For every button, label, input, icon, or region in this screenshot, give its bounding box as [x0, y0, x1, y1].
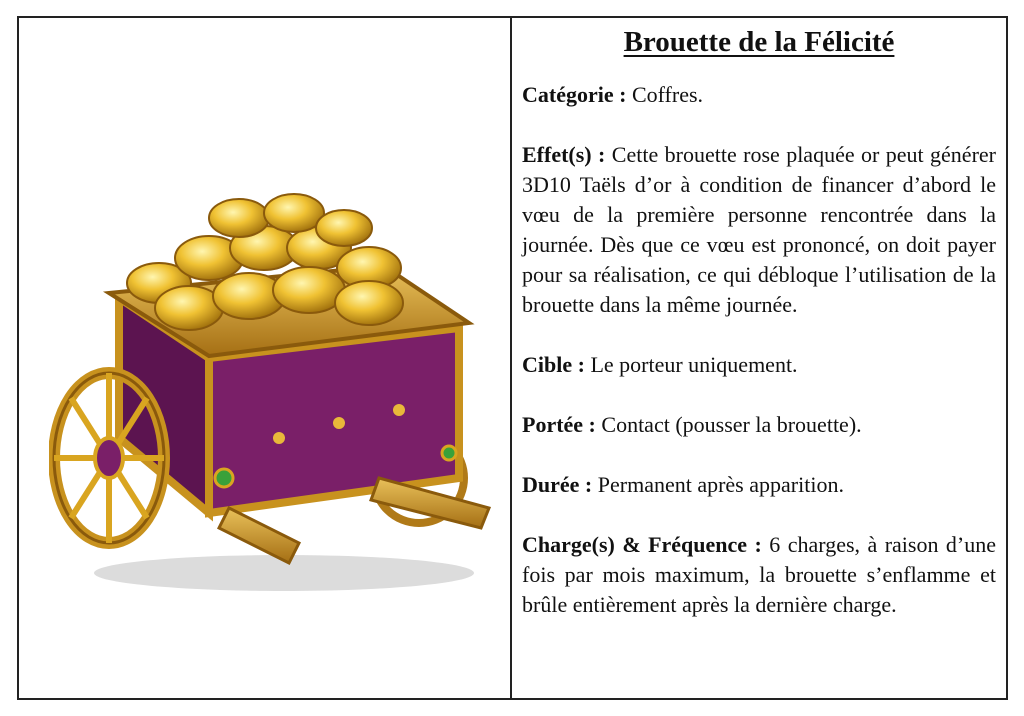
field-value: Permanent après apparition.	[592, 472, 844, 497]
field-value: Coffres.	[626, 82, 704, 107]
item-title: Brouette de la Félicité	[623, 26, 895, 58]
field-target	[522, 350, 996, 380]
field-value: Le porteur uniquement.	[584, 352, 798, 377]
field-label: Durée :	[522, 472, 593, 497]
field-label: Charge(s) & Fréquence :	[522, 532, 762, 557]
field-label: Effet(s) :	[522, 142, 606, 167]
text-cell	[512, 18, 1006, 698]
gold-cart-illustration	[49, 178, 499, 598]
field-category	[522, 80, 996, 110]
field-value: Cette brouette rose plaquée or peut générer 3D10 Taëls d’or à condition de financer d’abord le vœu de la première personne rencontrée dans la journée. Dès que ce vœu est prononcé, on doit payer pour sa réalisation, ce qui débloque l’utilisation de la brouette dans la même journée.	[522, 142, 996, 317]
field-label: Portée :	[522, 412, 596, 437]
field-duration	[522, 470, 996, 500]
field-value: 6 charges, à raison d’une fois par mois maximum, la brouette s’enflamme et brûle entièrement après la dernière charge.	[522, 532, 996, 617]
item-card	[17, 16, 1008, 700]
field-effects	[522, 140, 996, 320]
field-label: Cible :	[522, 352, 585, 377]
image-cell	[19, 18, 512, 698]
field-range	[522, 410, 996, 440]
field-value: Contact (pousser la brouette).	[595, 412, 862, 437]
field-label: Catégorie :	[522, 82, 627, 107]
field-charges-frequency	[522, 530, 996, 620]
